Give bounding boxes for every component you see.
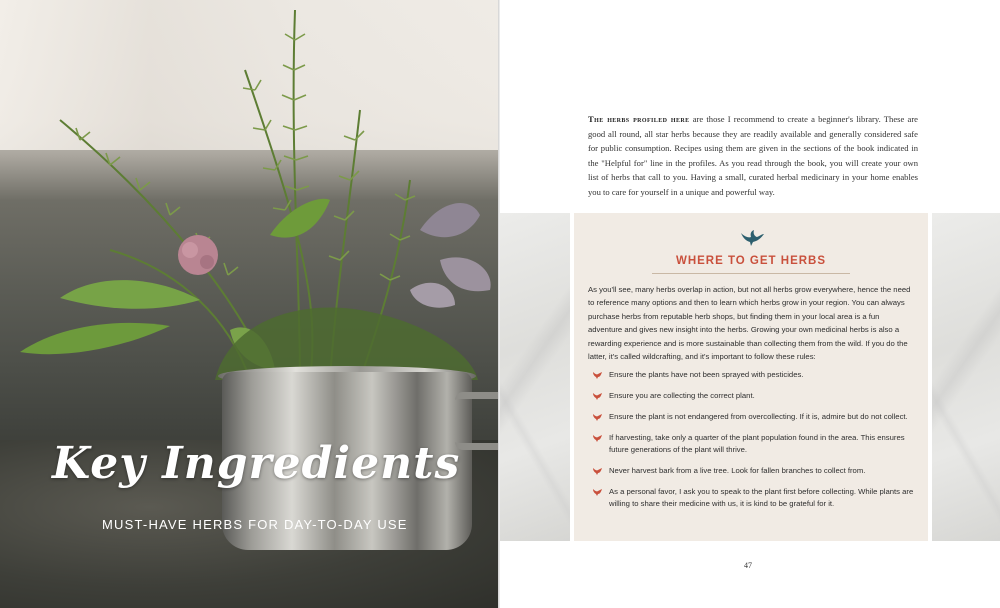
bird-bullet-icon	[592, 413, 603, 421]
rule-text: Ensure the plants have not been sprayed with pesticides.	[609, 370, 804, 379]
list-item	[588, 369, 914, 381]
sidebar-title: WHERE TO GET HERBS	[675, 255, 827, 267]
list-item	[588, 390, 914, 402]
title-divider	[652, 273, 850, 274]
list-item	[588, 432, 914, 456]
bird-bullet-icon	[592, 392, 603, 400]
photo-page	[0, 0, 498, 608]
bird-bullet-icon	[592, 467, 603, 475]
marble-background-left	[500, 213, 570, 541]
bird-bullet-icon	[592, 488, 603, 496]
list-item	[588, 411, 914, 423]
pot-handle	[455, 392, 498, 450]
rule-text: Ensure the plant is not endangered from overcollecting. If it is, admire but do not collect.	[609, 412, 908, 421]
sidebar-box	[574, 213, 928, 541]
page-subtitle: MUST-HAVE HERBS FOR DAY-TO-DAY USE	[102, 517, 408, 532]
rule-text: As a personal favor, I ask you to speak to the plant first before collecting. While plants are willing to share their medicine with us, it is kind to be grateful for it.	[609, 487, 914, 508]
rule-text: Ensure you are collecting the correct plant.	[609, 391, 755, 400]
bird-icon	[739, 229, 765, 247]
intro-paragraph	[588, 112, 918, 200]
bird-bullet-icon	[592, 434, 603, 442]
rules-list	[588, 369, 914, 519]
list-item	[588, 486, 914, 510]
page-title: Key Ingredients	[52, 438, 461, 489]
page-number: 47	[744, 561, 752, 570]
list-item	[588, 465, 914, 477]
intro-body: are those I recommend to create a beginner's library. These are good all round, all star herbs because they are readily available and generally considered safe for public consumption. Recipes using them are given in the sections of the book indicated in the "Helpful for" line in the profiles. As you read through the book, you will create your own list of herbs that call to you. Having a small, curated herbal medicinary in your home enables you to care for yourself in a unique and powerful way.	[588, 114, 918, 197]
rule-text: If harvesting, take only a quarter of the plant population found in the area. This ensures future generations of the plant will thrive.	[609, 433, 905, 454]
marble-background-right	[932, 213, 1000, 541]
sidebar-body: As you'll see, many herbs overlap in action, but not all herbs grow everywhere, hence the need to reference many options and then to learn which herbs grow in your region. You can always purchase herbs from reputable herb shops, but finding them in your local area is a fun adventure and gives new insight into the herbs. Growing your own medicinal herbs is also a rewarding experience and is more sustainable than collecting them from the wild. If you do the latter, it's called wildcrafting, and it's important to follow these rules:	[588, 285, 911, 362]
text-page	[500, 0, 1000, 608]
intro-lead: The herbs profiled here	[588, 114, 690, 124]
rule-text: Never harvest bark from a live tree. Look for fallen branches to collect from.	[609, 466, 866, 475]
bird-bullet-icon	[592, 371, 603, 379]
